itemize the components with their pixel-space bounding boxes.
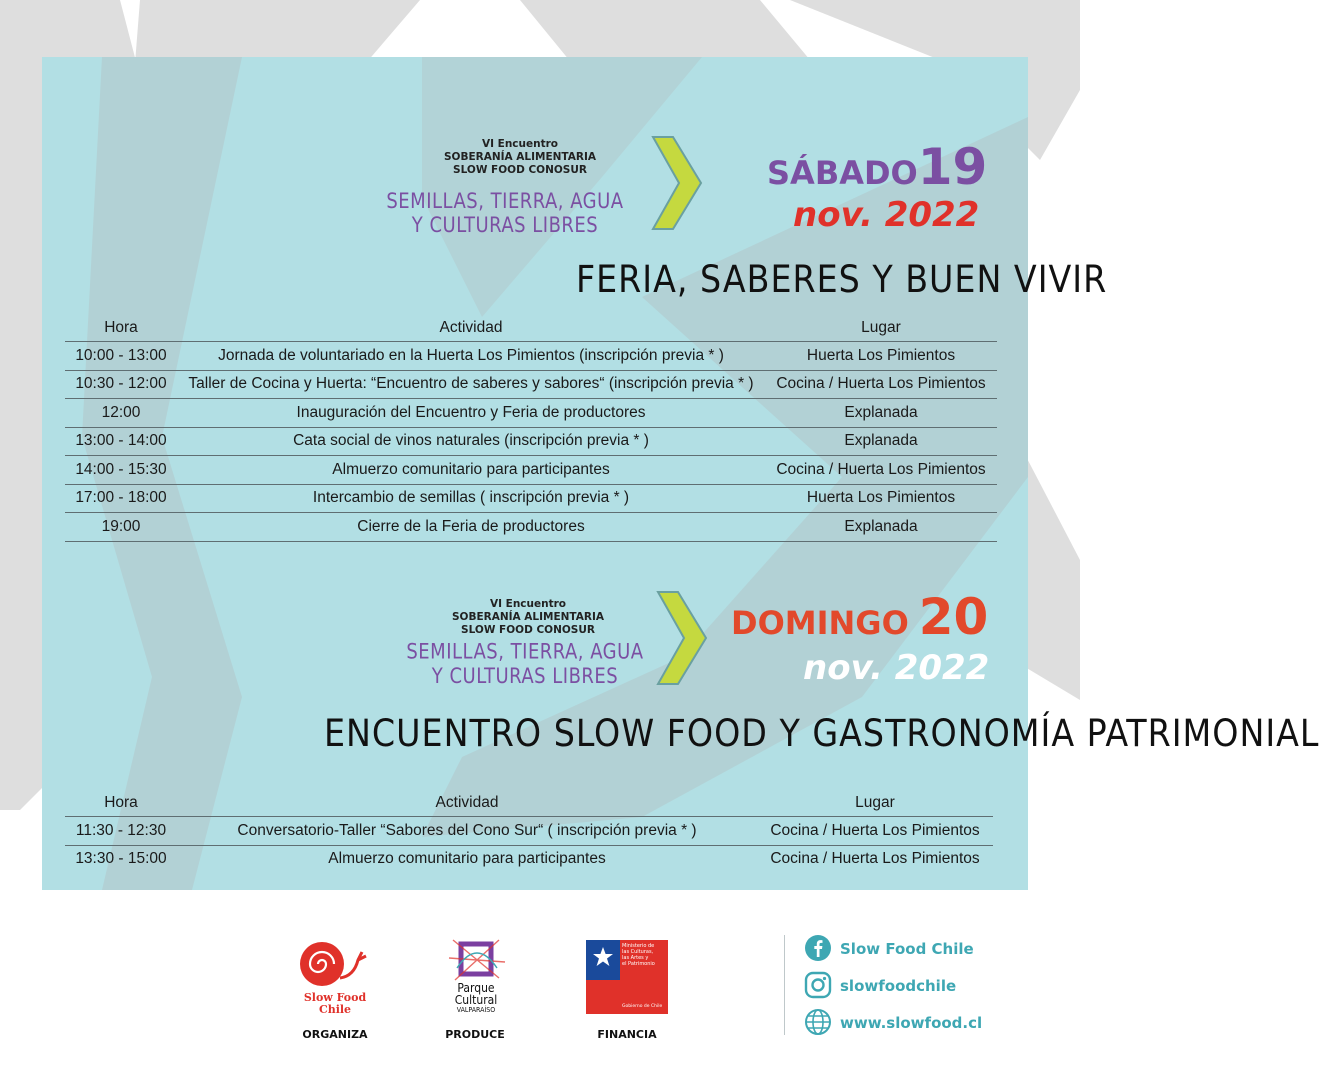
cell-hora: 12:00 [65,399,177,428]
cell-actividad: Taller de Cocina y Huerta: “Encuentro de saberes y sabores“ (inscripción previa * ) [177,370,765,399]
logo-line: Ministerio de [622,943,655,949]
parque-cultural-logo-text [440,982,512,1015]
cell-actividad: Inauguración del Encuentro y Feria de productores [177,399,765,428]
event-line: SOBERANÍA ALIMENTARIA [451,611,605,623]
day-number: 20 [918,588,989,646]
logo-line: Gobierno de Chile [622,1004,663,1009]
cell-actividad: Cata social de vinos naturales (inscripción previa * ) [177,427,765,456]
domingo-event-heading [428,598,628,637]
column-header-actividad: Actividad [439,319,503,336]
domingo-day [731,588,988,646]
instagram-icon[interactable] [804,971,832,999]
column-header-hora: Hora [104,319,138,336]
day-number: 19 [917,138,988,196]
role-label: ORGANIZA [302,1028,368,1041]
theme-line: SEMILLAS, TIERRA, AGUA [386,187,624,213]
cell-hora: 17:00 - 18:00 [65,484,177,513]
theme-line: Y CULTURAS LIBRES [431,662,619,689]
cell-lugar: Cocina / Huerta Los Pimientos [765,370,997,399]
day-name: SÁBADO [767,154,918,192]
cell-hora: 19:00 [65,513,177,542]
table-row [65,456,997,485]
role-label: FINANCIA [597,1028,657,1041]
snail-icon [292,940,372,990]
logo-line: las Artes y [622,955,649,961]
chevron-right-icon [645,133,705,233]
table-row [65,370,997,399]
table-row [65,342,997,371]
sabado-event-heading [420,138,620,177]
parque-cultural-logo [447,938,507,982]
table-row [65,399,997,428]
table-row [65,427,997,456]
day-name: DOMINGO [731,604,909,642]
theme-line: Y CULTURAS LIBRES [411,211,599,238]
event-line: VI Encuentro [481,138,559,150]
globe-icon[interactable] [804,1008,832,1036]
domingo-date: nov. 2022 [803,648,990,688]
cell-lugar: Explanada [765,513,997,542]
cell-hora: 10:30 - 12:00 [65,370,177,399]
event-line: SLOW FOOD CONOSUR [461,624,595,636]
star-icon [592,946,614,968]
cell-lugar: Huerta Los Pimientos [765,342,997,371]
table-row [65,845,993,873]
sabado-schedule-table [65,315,997,542]
role-label: PRODUCE [445,1028,505,1041]
sabado-date: nov. 2022 [793,195,980,235]
cell-lugar: Huerta Los Pimientos [765,484,997,513]
slow-food-logo-text [290,992,380,1016]
website-link[interactable]: www.slowfood.cl [840,1014,983,1032]
cell-actividad: Intercambio de semillas ( inscripción previa * ) [177,484,765,513]
cell-actividad: Conversatorio-Taller “Sabores del Cono Sur“ ( inscripción previa * ) [177,817,757,846]
cell-lugar: Cocina / Huerta Los Pimientos [757,845,993,873]
cell-hora: 11:30 - 12:30 [65,817,177,846]
table-row [65,484,997,513]
instagram-link[interactable]: slowfoodchile [840,977,957,995]
facebook-link[interactable]: Slow Food Chile [840,940,974,958]
event-line: SLOW FOOD CONOSUR [453,164,587,176]
column-header-actividad: Actividad [435,794,499,811]
sabado-theme [380,189,630,237]
cell-actividad: Jornada de voluntariado en la Huerta Los Pimientos (inscripción previa * ) [177,342,765,371]
logo-line: Parque [457,981,495,995]
sabado-day [767,138,987,196]
facebook-icon[interactable] [804,934,832,962]
cell-hora: 13:00 - 14:00 [65,427,177,456]
cell-lugar: Cocina / Huerta Los Pimientos [757,817,993,846]
logo-line: las Culturas, [622,949,654,955]
logo-line: el Patrimonio [622,961,655,967]
logo-line: Chile [318,1003,352,1016]
sabado-section-title: FERIA, SABERES Y BUEN VIVIR [576,258,1108,301]
table-row [65,817,993,846]
cell-hora: 10:00 - 13:00 [65,342,177,371]
table-row [65,513,997,542]
column-header-lugar: Lugar [855,794,895,811]
column-header-hora: Hora [104,794,138,811]
domingo-theme [400,640,650,688]
cell-lugar: Explanada [765,399,997,428]
cell-lugar: Cocina / Huerta Los Pimientos [765,456,997,485]
event-line: VI Encuentro [489,598,567,610]
gobierno-chile-logo [586,940,668,1014]
cell-hora: 13:30 - 15:00 [65,845,177,873]
divider [784,935,785,1035]
domingo-schedule-table [65,790,993,873]
domingo-section-title: ENCUENTRO SLOW FOOD Y GASTRONOMÍA PATRIMONIAL [324,712,1319,755]
cell-hora: 14:00 - 15:30 [65,456,177,485]
logo-line: VALPARAÍSO [456,1006,496,1014]
cell-actividad: Almuerzo comunitario para participantes [177,845,757,873]
cell-actividad: Almuerzo comunitario para participantes [177,456,765,485]
column-header-lugar: Lugar [861,319,901,336]
cell-lugar: Explanada [765,427,997,456]
chevron-right-icon [650,588,710,688]
logo-line: Slow Food [303,991,367,1004]
cell-actividad: Cierre de la Feria de productores [177,513,765,542]
theme-line: SEMILLAS, TIERRA, AGUA [406,638,644,664]
event-line: SOBERANÍA ALIMENTARIA [443,151,597,163]
logo-line: Cultural [454,993,498,1007]
